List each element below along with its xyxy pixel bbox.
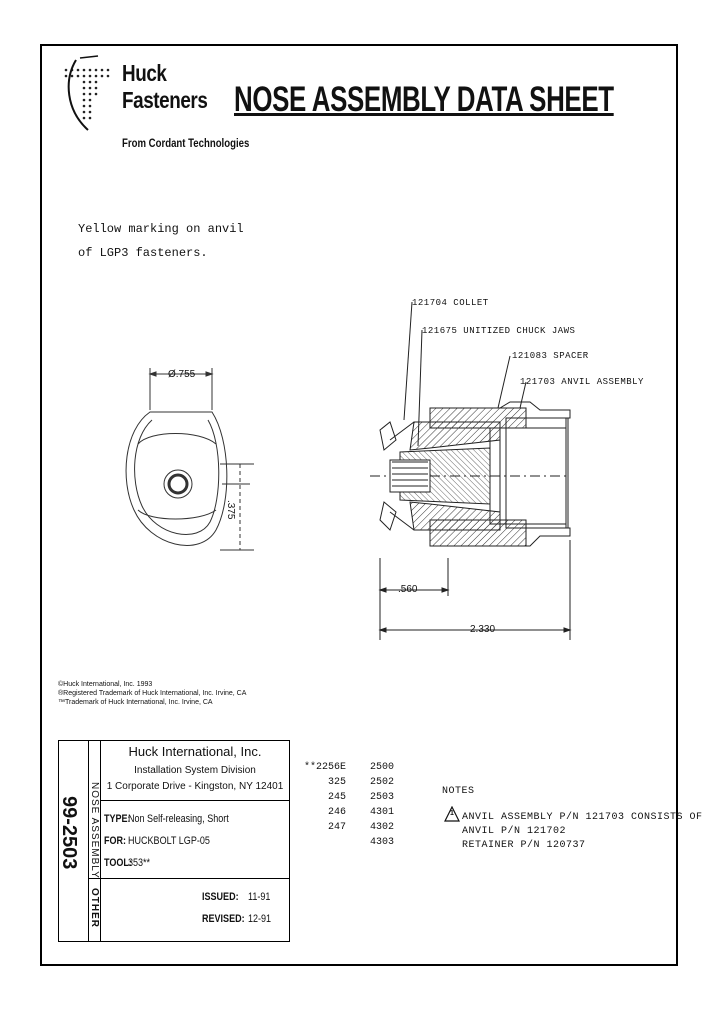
type-value: Non Self-releasing, Short — [128, 813, 229, 825]
side-label-nose-assembly: NOSE ASSEMBLY — [89, 782, 100, 879]
brand-line-1: Huck — [122, 60, 167, 86]
dimension-short: .560 — [398, 584, 418, 595]
callout-collet: 121704 COLLET — [412, 298, 489, 308]
part-number: 99-2503 — [58, 796, 80, 870]
end-view-drawing — [120, 360, 260, 580]
revised-label: REVISED: — [202, 913, 245, 925]
note-line-2: ANVIL P/N 121702 — [462, 826, 567, 837]
callout-anvil-assembly: 121703 ANVIL ASSEMBLY — [520, 377, 644, 387]
note-number: 1 — [450, 810, 454, 817]
tool-value: 353** — [128, 857, 151, 869]
tool-table-cell: **2256E — [303, 762, 346, 773]
issued-label: ISSUED: — [202, 891, 239, 903]
copyright-line-2: ®Registered Trademark of Huck International, Inc. Irvine, CA — [58, 690, 247, 697]
company-name: Huck International, Inc. — [128, 744, 262, 759]
tool-table-cell: 247 — [327, 822, 346, 833]
tool-table-cell: 245 — [327, 792, 346, 803]
tool-table-cell: 4302 — [370, 822, 395, 833]
tool-table-cell: 246 — [327, 807, 346, 818]
note-line-3: RETAINER P/N 120737 — [462, 840, 586, 851]
title-block-hline-1 — [88, 878, 290, 879]
for-value: HUCKBOLT LGP-05 — [128, 835, 210, 847]
tool-table-col-2 — [370, 760, 394, 850]
copyright-line-3: ™Trademark of Huck International, Inc. Irvine, CA — [58, 699, 213, 706]
callout-spacer: 121083 SPACER — [512, 351, 589, 361]
page-title: NOSE ASSEMBLY DATA SHEET — [234, 80, 614, 119]
huck-logo-icon — [58, 52, 122, 140]
notes-heading: NOTES — [442, 786, 475, 797]
for-label: FOR: — [104, 835, 127, 847]
division-name: Installation System Division — [134, 765, 256, 776]
end-view-diameter-label: Ø.755 — [168, 369, 196, 380]
tool-table-cell: 325 — [327, 777, 346, 788]
issued-value: 11-91 — [248, 891, 271, 903]
note-line-1: ANVIL ASSEMBLY P/N 121703 CONSISTS OF — [462, 812, 703, 823]
end-view-height-label: .375 — [225, 500, 236, 520]
tool-table-cell: 4301 — [370, 807, 395, 818]
tool-label: TOOL: — [104, 857, 132, 869]
brand-subtitle: From Cordant Technologies — [122, 136, 250, 150]
tool-table-cell: 4303 — [370, 837, 395, 848]
company-address: 1 Corporate Drive - Kingston, NY 12401 — [106, 781, 284, 792]
marking-note-line-2: of LGP3 fasteners. — [78, 246, 208, 260]
title-block-hline-2 — [100, 800, 290, 801]
marking-note-line-1: Yellow marking on anvil — [78, 222, 244, 236]
brand-line-2: Fasteners — [122, 87, 208, 113]
revised-value: 12-91 — [248, 913, 272, 925]
copyright-line-1: ©Huck International, Inc. 1993 — [58, 681, 153, 688]
tool-table-cell: 2502 — [370, 777, 395, 788]
brand-name — [122, 60, 207, 114]
dimension-long: 2.330 — [470, 624, 496, 635]
callout-chuck-jaws: 121675 UNITIZED CHUCK JAWS — [422, 326, 576, 336]
tool-table-cell: 2500 — [370, 762, 395, 773]
side-label-other: OTHER — [89, 888, 100, 928]
tool-table-col-1 — [296, 760, 346, 835]
type-label: TYPE: — [104, 813, 131, 825]
tool-table-cell: 2503 — [370, 792, 395, 803]
